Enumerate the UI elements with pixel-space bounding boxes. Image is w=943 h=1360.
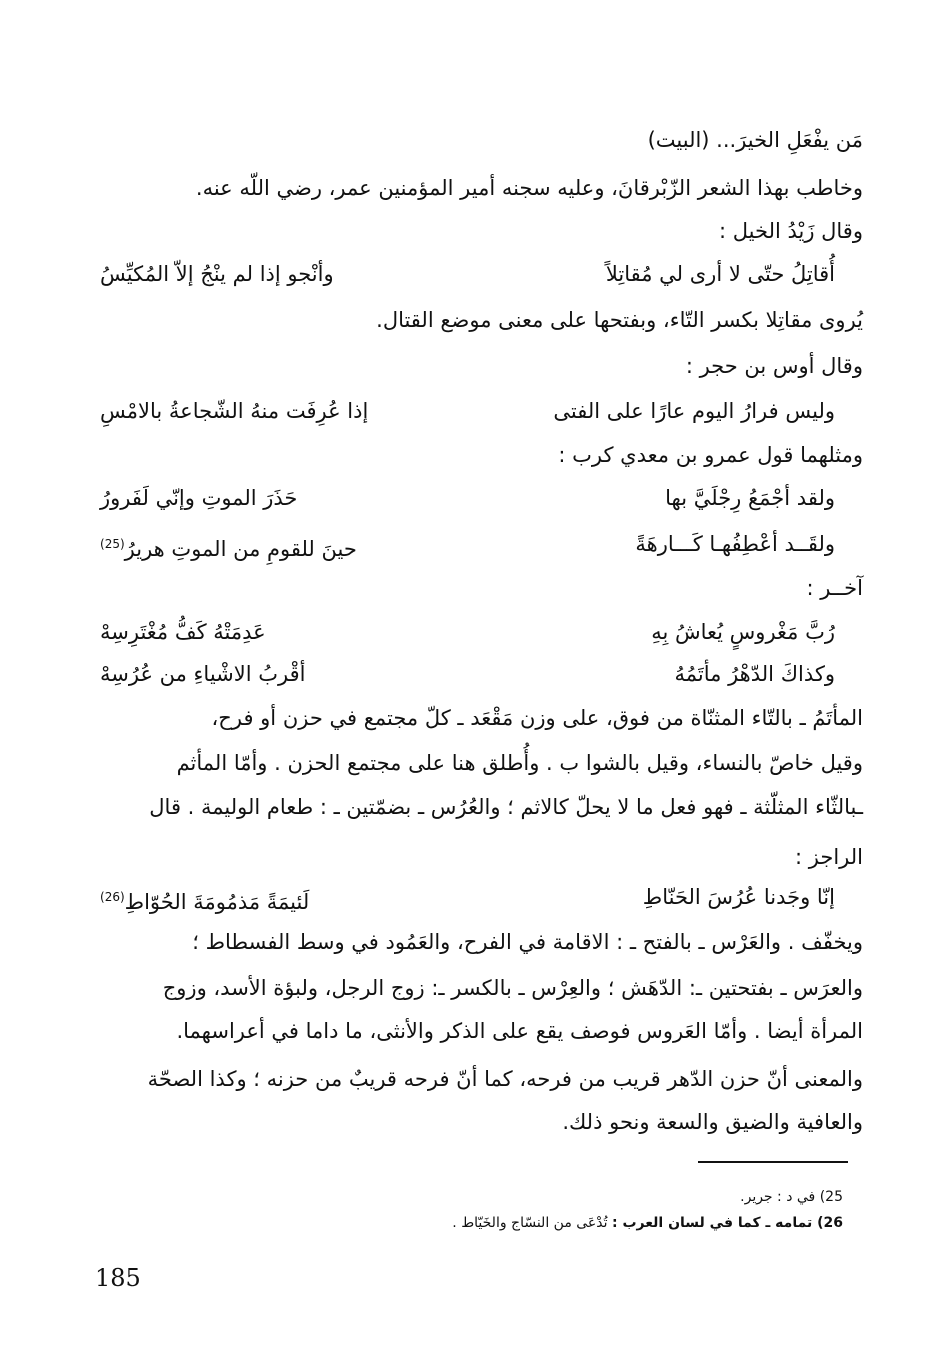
text-line: مَن يفْعَلِ الخيرَ... (البيت): [647, 128, 863, 152]
text-line: ويخفّف . والعَرْس ـ بالفتح ـ : الاقامة في الفرح، والعَمُود في وسط الفسطاط ؛: [192, 930, 863, 954]
verse-line: [100, 481, 835, 515]
verse-second-hemistich: عَدِمَتْهُ كَفُّ مُغْتَرِسِهْ: [100, 620, 266, 644]
verse-first-hemistich: إنّا وجَدنا عُرُسَ الحَنّاطِ: [642, 885, 835, 909]
verse-first-hemistich: وليس فرارُ اليوم عارًا على الفتى: [553, 399, 835, 423]
text-line: المأتَمُ ـ بالتّاء المثنّاة من فوق، على وزن مَقْعَد ـ كلّ مجتمع في حزن أو فرح،: [211, 706, 863, 730]
footnote-marker: (25): [100, 537, 125, 551]
text-line: وقال أوس بن حجر :: [685, 354, 863, 378]
verse-line: [100, 657, 835, 691]
verse-second-hemistich: [100, 880, 309, 919]
text-line: وقيل خاصّ بالنساء، وقيل بالشوا ب . وأُطلق هنا على مجتمع الحزن . وأمّا المأثم: [176, 751, 863, 775]
verse-line: [100, 527, 835, 566]
text-line: الراجز :: [795, 845, 863, 869]
verse-first-hemistich: ولقَــد أعْطِفُهـا كَـــارهَةً: [635, 532, 835, 556]
text-line: ـبالثّاء المثلّثة ـ فهو فعل ما لا يحلّ كالاثم ؛ والعُرُس ـ بضمّتين ـ : طعام الوليمة . قال: [149, 795, 863, 819]
text-line: والعرَس ـ بفتحتين ـ: الدّهَش ؛ والعِرْس ـ بالكسر ـ: زوج الرجل، ولبؤة الأسد، وزوج: [162, 976, 863, 1000]
text-line: يُروى مقاتِلا بكسر التّاء، وبفتحها على معنى موضع القتال.: [376, 308, 863, 332]
verse-text: لَئيمَةً مَذمُومَةَ الحُوّاطِ: [124, 890, 310, 914]
verse-line: [100, 257, 835, 291]
text-line: آخــر :: [806, 576, 863, 600]
verse-second-hemistich: [100, 527, 357, 566]
verse-first-hemistich: ولقد أجْمَعُ رِجْلَيَّ بها: [665, 486, 835, 510]
verse-first-hemistich: وكذاكَ الدّهْرُ مأتَمُهُ: [674, 662, 835, 686]
text-line: وخاطب بهذا الشعر الزّبْرقانَ، وعليه سجنه أمير المؤمنين عمر، رضي اللّه عنه.: [195, 176, 863, 200]
verse-second-hemistich: أقْربُ الاشْياءِ من عُرُسِهْ: [100, 662, 306, 686]
verse-second-hemistich: إذا عُرِفَت منهُ الشّجاعةُ بالامْسِ: [100, 399, 369, 423]
verse-second-hemistich: حَذَرَ الموتِ وإنّي لَفَرورُ: [100, 486, 298, 510]
text-line: وقال زَيْدُ الخيل :: [719, 219, 863, 243]
verse-line: [100, 615, 835, 649]
verse-line: [100, 394, 835, 428]
text-line: ومثلهما قول عمرو بن معدي كرب :: [558, 443, 863, 467]
footnote-marker: (26): [100, 890, 125, 904]
verse-first-hemistich: رُبَّ مَغْروسٍ يُعاشُ بِهِ: [651, 620, 835, 644]
text-line: والمعنى أنّ حزن الدّهر قريب من فرحه، كما أنّ فرحه قريبٌ من حزنه ؛ وكذا الصحّة: [147, 1067, 863, 1091]
footnote: [452, 1212, 843, 1234]
footnote-text: تُدْعَى من النسّاج والخَيّاط .: [452, 1215, 612, 1231]
verse-second-hemistich: وأنْجو إذا لم ينْجُ إلاّ المُكيِّسُ: [100, 262, 334, 286]
verse-text: حينَ للقومِ من الموتِ هريرُ: [124, 537, 357, 561]
footnote: 25) في د : جرير.: [740, 1189, 843, 1205]
page-number: 185: [95, 1264, 141, 1292]
verse-first-hemistich: أُقاتِلُ حتّى لا أرى لي مُقاتِلاً: [605, 262, 835, 286]
footnote-lead: 26) تمامه ـ كما في لسان العرب :: [611, 1215, 843, 1231]
text-line: والعافية والضيق والسعة ونحو ذلك.: [562, 1110, 863, 1134]
footnote-divider: [698, 1161, 848, 1163]
text-line: المرأة أيضا . وأمّا العَروس فوصف يقع على الذكر والأنثى، ما داما في أعراسهما.: [176, 1019, 863, 1043]
verse-line: [100, 880, 835, 919]
